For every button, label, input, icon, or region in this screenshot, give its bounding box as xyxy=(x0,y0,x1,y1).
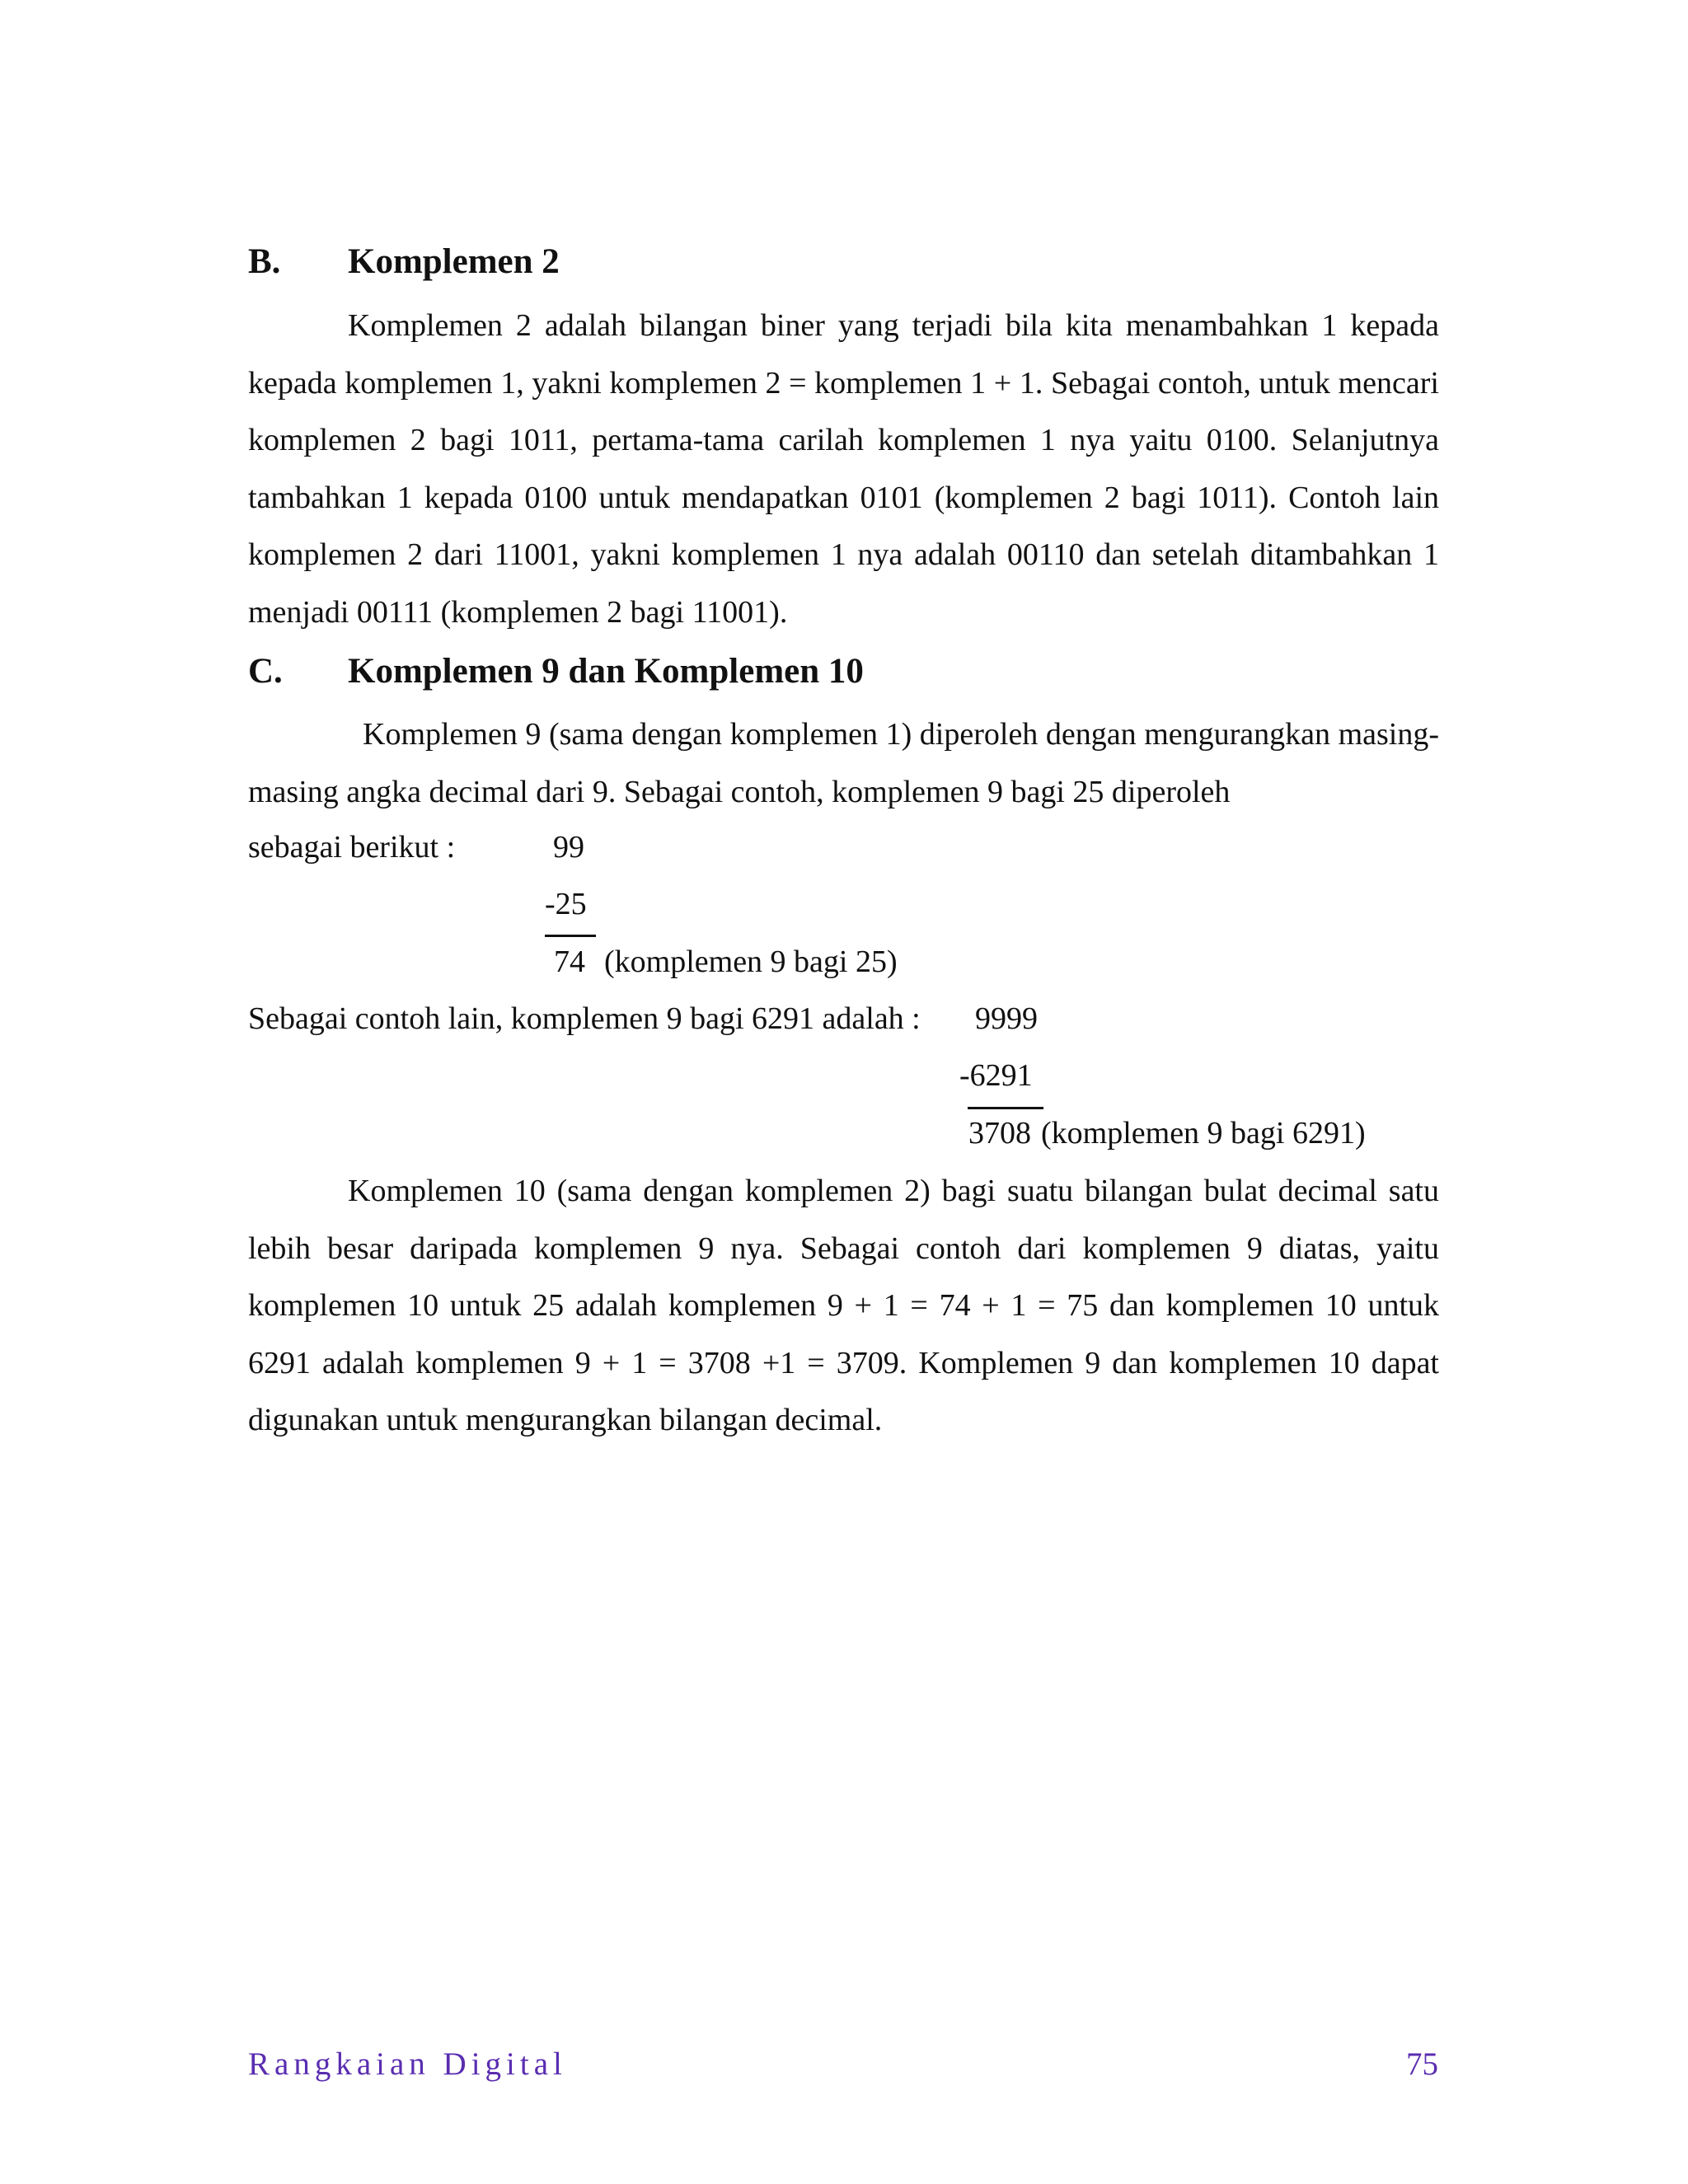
section-c-intro: Komplemen 9 (sama dengan komplemen 1) diperoleh dengan mengurangkan masing-masing angka decimal dari 9. Sebagai contoh, komplemen 9 bagi 25 diperoleh xyxy=(248,717,1439,809)
section-c-heading xyxy=(248,651,864,692)
section-c-title: Komplemen 9 dan Komplemen 10 xyxy=(348,652,864,691)
example1-lead: sebagai berikut : xyxy=(248,830,456,865)
example2-subtrahend: -6291 xyxy=(959,1058,1033,1093)
example1-subtrahend: -25 xyxy=(545,887,587,921)
section-b-letter: B. xyxy=(248,242,281,281)
footer-page-number: 75 xyxy=(1406,2046,1438,2082)
section-c-intro-paragraph xyxy=(248,706,1439,821)
example1-minuend: 99 xyxy=(553,830,584,865)
example1-note: (komplemen 9 bagi 25) xyxy=(604,944,898,979)
section-b-body: Komplemen 2 adalah bilangan biner yang terjadi bila kita menambahkan 1 kepada kepada komplemen 1, yakni komplemen 2 = komplemen 1 + 1. Sebagai contoh, untuk mencari komplemen 2 bagi 1011, pertama-tama carilah komplemen 1 nya yaitu 0100. Selanjutnya tambahkan 1 kepada 0100 untuk mendapatkan 0101 (komplemen 2 bagi 1011). Contoh lain komplemen 2 dari 11001, yakni komplemen 1 nya adalah 00110 dan setelah ditambahkan 1 menjadi 00111 (komplemen 2 bagi 11001). xyxy=(248,308,1439,630)
section-c-conclusion-paragraph xyxy=(248,1163,1439,1450)
section-b-paragraph xyxy=(248,298,1439,641)
example2-result: 3708 xyxy=(968,1116,1031,1151)
example1-sum-line xyxy=(545,935,596,937)
section-b-title: Komplemen 2 xyxy=(348,242,560,281)
example2-lead: Sebagai contoh lain, komplemen 9 bagi 6291 adalah : xyxy=(248,1001,921,1036)
section-c-conclusion: Komplemen 10 (sama dengan komplemen 2) bagi suatu bilangan bulat decimal satu lebih besar daripada komplemen 9 nya. Sebagai contoh dari komplemen 9 diatas, yaitu komplemen 10 untuk 25 adalah komplemen 9 + 1 = 74 + 1 = 75 dan komplemen 10 untuk 6291 adalah komplemen 9 + 1 = 3708 +1 = 3709. Komplemen 9 dan komplemen 10 dapat digunakan untuk mengurangkan bilangan decimal. xyxy=(248,1174,1439,1437)
footer-book-title: Rangkaian Digital xyxy=(248,2046,567,2082)
section-b-heading xyxy=(248,241,560,283)
example2-minuend: 9999 xyxy=(975,1001,1038,1036)
example2-note: (komplemen 9 bagi 6291) xyxy=(1041,1116,1366,1151)
example1-result: 74 xyxy=(554,944,585,979)
section-c-letter: C. xyxy=(248,652,283,691)
example2-sum-line xyxy=(968,1107,1043,1109)
